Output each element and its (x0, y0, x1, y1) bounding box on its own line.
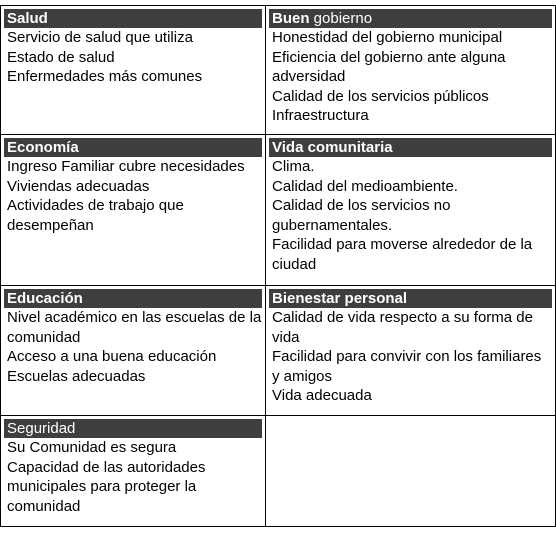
list-item: Enfermedades más comunes (7, 68, 203, 85)
cell-seguridad (1, 416, 266, 527)
cell-vida-comunitaria (266, 135, 556, 286)
list-item: Calidad del medioambiente. (272, 177, 458, 195)
list-item: Ingreso Familiar cubre necesidades (7, 158, 245, 175)
list-item: Honestidad del gobierno municipal (272, 29, 503, 46)
item-list (269, 157, 552, 274)
cell-heading: Buen gobierno (269, 9, 552, 28)
list-item: Calidad de los servicios no gubernamentales. (272, 197, 451, 234)
list-item: Clima. (272, 158, 315, 175)
cell-buen-gobierno (266, 6, 556, 135)
list-item: Nivel académico en las escuelas de la comunidad (7, 309, 262, 346)
cell-economia (1, 135, 266, 286)
item-list (269, 308, 552, 406)
list-item: Facilidad para moverse alrededor de la ciudad (272, 236, 533, 273)
cell-heading: Vida comunitaria (269, 138, 552, 157)
list-item: Acceso a una buena educación (7, 348, 217, 365)
item-list (4, 438, 262, 516)
list-item: Su Comunidad es segura (7, 439, 177, 456)
list-item: Eficiencia del gobierno ante alguna adversidad (272, 48, 506, 85)
cell-heading: Bienestar personal (269, 289, 552, 308)
list-item: Vida adecuada (272, 387, 372, 404)
cell-salud (1, 6, 266, 135)
list-item: Viviendas adecuadas (7, 177, 150, 195)
cell-educacion (1, 286, 266, 416)
cell-heading: Economía (4, 138, 262, 157)
list-item: Calidad de vida respecto a su forma de vida (272, 309, 533, 346)
cell-bienestar-personal (266, 286, 556, 416)
list-item: Escuelas adecuadas (7, 367, 146, 385)
list-item: Calidad de los servicios públicos (272, 87, 489, 105)
list-item: Actividades de trabajo que desempeñan (7, 197, 184, 234)
item-list (4, 28, 262, 87)
item-list (4, 157, 262, 235)
list-item: Capacidad de las autoridades municipales para proteger la comunidad (7, 458, 206, 515)
cell-heading: Seguridad (4, 419, 262, 438)
cell-heading: Salud (4, 9, 262, 28)
item-list (269, 28, 552, 126)
category-table (0, 5, 556, 527)
list-item: Facilidad para convivir con los familiares y amigos (272, 348, 542, 385)
cell-empty (266, 416, 556, 527)
list-item: Infraestructura (272, 107, 369, 124)
item-list (4, 308, 262, 386)
cell-heading: Educación (4, 289, 262, 308)
list-item: Servicio de salud que utiliza (7, 29, 193, 46)
list-item: Estado de salud (7, 48, 115, 66)
